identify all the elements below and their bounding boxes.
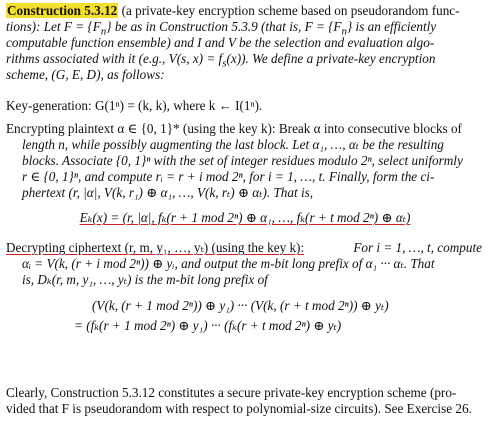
- encrypt-line-3: blocks. Associate {0, 1}ⁿ with the set of integer residues modulo 2ⁿ, select uniformly: [22, 153, 463, 168]
- construction-line-5: scheme, (G, E, D), as follows:: [6, 67, 165, 82]
- construction-text: } is an efficiently: [346, 19, 437, 34]
- construction-line-2: tions): Let $F = \{F_n\}$ be as in Construction 5.3.9 (that is, $F = \{F_n\}$ is an efficiently: [6, 19, 437, 38]
- construction-intro: (a private-key encryption scheme based on pseudorandom func-: [121, 3, 460, 18]
- encrypt-formula: [0, 210, 490, 226]
- decrypt-line-2: αᵢ = V(k, (r + i mod 2ⁿ)) ⊕ yᵢ, and output the m-bit long prefix of α₁ ··· αₜ. That: [22, 256, 435, 271]
- construction-text: tions): Let F = {F: [6, 19, 101, 34]
- encrypt-line-5: phertext (r, |α|, V(k, r₁) ⊕ α₁, …, V(k, rₜ) ⊕ αₜ). That is,: [22, 185, 314, 200]
- keygen-line: Key-generation: G(1ⁿ) = (k, k), where k ← I(1ⁿ).: [6, 98, 263, 113]
- decrypt-line-1: [6, 240, 482, 256]
- conclusion-line-2: vided that F is pseudorandom with respect to polynomial-size circuits). See Exercise 26.: [6, 401, 472, 416]
- construction-text: (x)). We define a private-key encryption: [226, 51, 436, 66]
- decrypt-line-3: is, Dₖ(r, m, y₁, …, yₜ) is the m-bit long prefix of: [22, 272, 268, 287]
- construction-label: Construction 5.3.12: [7, 3, 118, 18]
- construction-line-1: [6, 3, 460, 19]
- construction-line-4: rithms associated with it (e.g., V(s, $x) = f_s(x)$). We define a private-key encryption: [6, 51, 436, 70]
- encrypt-line-4: r ∈ {0, 1}ⁿ, and compute rᵢ = r + i mod 2ⁿ, for i = 1, …, t. Finally, form the ci-: [22, 169, 435, 184]
- construction-line-3: computable function ensemble) and I and V be the selection and evaluation algo-: [6, 35, 435, 50]
- decrypt-equation-1: (V(k, (r + 1 mod 2ⁿ)) ⊕ y₁) ··· (V(k, (r + t mod 2ⁿ)) ⊕ yₜ): [92, 298, 389, 313]
- construction-text: rithms associated with it (e.g., V(s, x) = f: [6, 51, 223, 66]
- decrypt-for-loop: For i = 1, …, t, compute: [353, 240, 482, 255]
- encrypt-line-2: length n, while possibly augmenting the last block. Let α₁, …, αₜ be the resulting: [22, 137, 444, 152]
- decrypt-heading: Decrypting ciphertext (r, m, y₁, …, yₜ) (using the key k):: [6, 240, 305, 255]
- decrypt-equation-2: = (fₖ(r + 1 mod 2ⁿ) ⊕ y₁) ··· (fₖ(r + t mod 2ⁿ) ⊕ yₜ): [74, 318, 342, 333]
- encrypt-formula-text: Eₖ(x) = (r, |α|, fₖ(r + 1 mod 2ⁿ) ⊕ α₁, …, fₖ(r + t mod 2ⁿ) ⊕ αₜ): [79, 210, 411, 225]
- conclusion-line-1: Clearly, Construction 5.3.12 constitutes a secure private-key encryption scheme (pro-: [6, 385, 457, 400]
- encrypt-line-1: Encrypting plaintext α ∈ {0, 1}* (using the key k): Break α into consecutive blocks of: [6, 121, 462, 136]
- construction-text: } be as in Construction 5.3.9 (that is, F = {F: [106, 19, 342, 34]
